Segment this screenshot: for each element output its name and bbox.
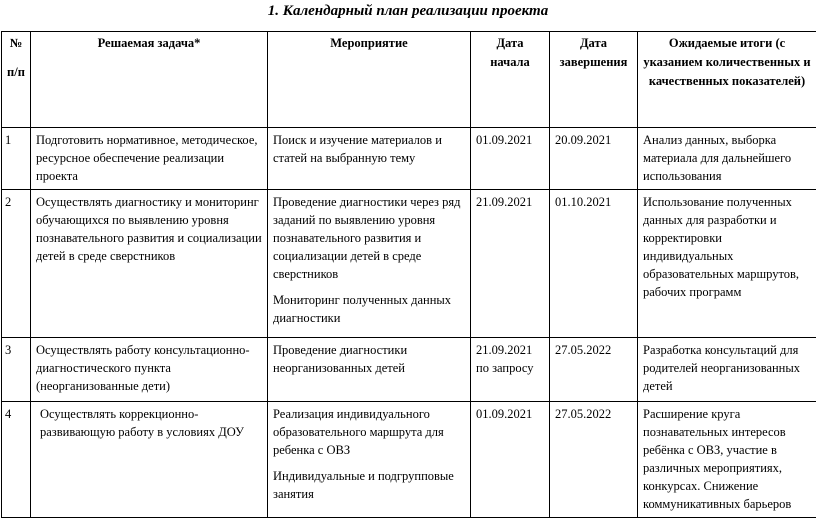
row-results: Использование полученных данных для разработки и корректировки индивидуальных образовательных маршрутов, рабочих программ (638, 190, 816, 338)
row-start-date (471, 128, 550, 190)
row-end-date: 01.10.2021 (550, 190, 638, 338)
activity-text: Мониторинг полученных данных диагностики (273, 293, 452, 325)
activity-text: Проведение диагностики неорганизованных детей (273, 343, 408, 375)
header-start-date: Дата начала (471, 32, 550, 128)
table-row (2, 190, 816, 338)
row-task: Подготовить нормативное, методическое, ресурсное обеспечение реализации проекта (31, 128, 268, 190)
header-end-date: Дата завершения (550, 32, 638, 128)
header-results: Ожидаемые итоги (с указанием количественных и качественных показателей) (638, 32, 816, 128)
row-activity (268, 128, 471, 190)
row-number: 2 (2, 190, 31, 338)
row-number: 4 (2, 402, 31, 518)
row-activity (268, 190, 471, 338)
project-calendar-table (1, 31, 816, 518)
header-number-symbol: № (9, 36, 23, 50)
header-number-abbr: п/п (7, 65, 25, 79)
row-start-date (471, 190, 550, 338)
row-end-date: 20.09.2021 (550, 128, 638, 190)
header-task: Решаемая задача* (31, 32, 268, 128)
table-row (2, 128, 816, 190)
row-results: Расширение круга познавательных интересов ребёнка с ОВЗ, участие в различных мероприятиях, конкурсах. Снижение коммуникативных барьеров (638, 402, 816, 518)
row-task: Осуществлять диагностику и мониторинг обучающихся по выявлению уровня познавательного развития и социализации детей в среде сверстников (31, 190, 268, 338)
header-activity: Мероприятие (268, 32, 471, 128)
row-start-date (471, 402, 550, 518)
start-date-note: по запросу (476, 361, 534, 375)
table-row (2, 338, 816, 402)
page-title: 1. Календарный план реализации проекта (267, 3, 549, 19)
activity-text: Реализация индивидуального образовательного маршрута для ребенка с ОВЗ (273, 407, 444, 457)
activity-text: Индивидуальные и подгрупповые занятия (273, 469, 454, 501)
row-task: Осуществлять коррекционно-развивающую работу в условиях ДОУ (31, 402, 268, 518)
table-row (2, 402, 816, 518)
row-end-date: 27.05.2022 (550, 338, 638, 402)
row-end-date: 27.05.2022 (550, 402, 638, 518)
start-date-text: 01.09.2021 (476, 133, 533, 147)
table-header-row (2, 32, 816, 128)
row-number: 3 (2, 338, 31, 402)
header-number (2, 32, 31, 128)
activity-text: Поиск и изучение материалов и статей на выбранную тему (273, 133, 442, 165)
start-date-text: 21.09.2021 (476, 343, 533, 357)
row-activity (268, 338, 471, 402)
row-results: Анализ данных, выборка материала для дальнейшего использования (638, 128, 816, 190)
start-date-text: 01.09.2021 (476, 407, 533, 421)
row-task: Осуществлять работу консультационно-диагностического пункта (неорганизованные дети) (31, 338, 268, 402)
row-start-date (471, 338, 550, 402)
row-activity (268, 402, 471, 518)
row-results: Разработка консультаций для родителей неорганизованных детей (638, 338, 816, 402)
activity-text: Проведение диагностики через ряд заданий по выявлению уровня познавательного развития и социализации детей в среде сверстников (273, 195, 461, 281)
start-date-text: 21.09.2021 (476, 195, 533, 209)
row-number: 1 (2, 128, 31, 190)
